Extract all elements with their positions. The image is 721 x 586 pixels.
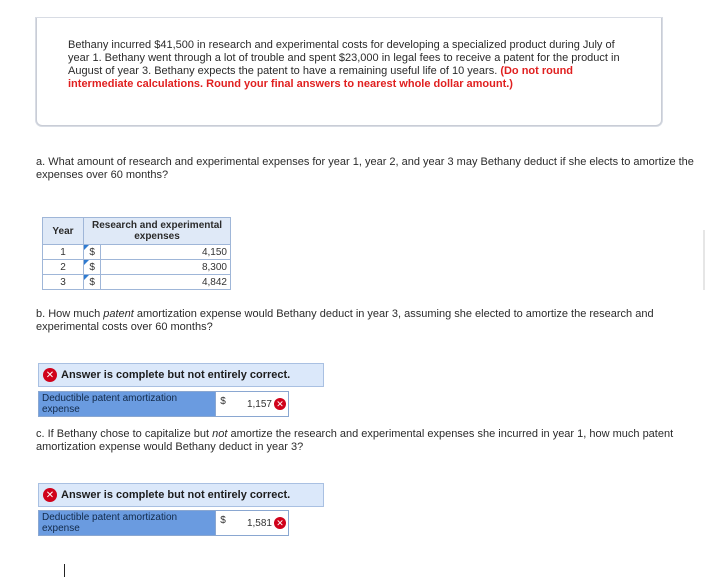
year-cell: 2: [43, 260, 84, 275]
part-b-question-emphasis: patent: [103, 308, 134, 320]
currency-cell: $: [84, 275, 101, 290]
col-header-amount: Research and experimental expenses: [84, 218, 231, 245]
year-cell: 3: [43, 275, 84, 290]
part-c-question-text: c. If Bethany chose to capitalize but: [36, 428, 213, 440]
currency-cell: $: [84, 260, 101, 275]
part-b-question: [36, 308, 696, 334]
part-b-feedback-text: Answer is complete but not entirely correct.: [61, 369, 291, 381]
part-c-answer-value: 1,581: [246, 517, 272, 529]
part-b-answer-label: Deductible patent amortization expense: [39, 392, 215, 416]
year-cell: 1: [43, 245, 84, 260]
part-c-answer-label: Deductible patent amortization expense: [39, 511, 215, 535]
part-c-answer-input[interactable]: [230, 511, 288, 535]
part-b-answer-value: 1,157: [246, 398, 272, 410]
part-b-question-text-end: amortization expense would Bethany deduct in year 3, assuming she elected to amortize the research and experimental costs over 60 months?: [36, 308, 654, 333]
part-b-currency: $: [215, 392, 230, 416]
table-row: [43, 275, 231, 290]
problem-instruction: (Do not round intermediate calculations. Round your final answers to nearest whole dollar amount.): [68, 65, 574, 90]
amount-input[interactable]: 8,300: [101, 260, 231, 275]
part-c-question-text-end: amortize the research and experimental expenses she incurred in year 1, how much patent amortization expense would Bethany deduct in year 3?: [36, 428, 674, 453]
problem-statement: [68, 39, 638, 91]
part-c-answer-row: [38, 510, 289, 536]
amount-input[interactable]: 4,150: [101, 245, 231, 260]
part-a-question: a. What amount of research and experimental expenses for year 1, year 2, and year 3 may Bethany deduct if she elects to amortize the expenses over 60 months?: [36, 156, 694, 181]
part-b-answer-input[interactable]: [230, 392, 288, 416]
currency-cell: $: [84, 245, 101, 260]
table-row: [43, 245, 231, 260]
col-header-year: Year: [43, 218, 84, 245]
amount-input[interactable]: 4,842: [101, 275, 231, 290]
x-circle-icon: ✕: [43, 368, 57, 382]
part-b-answer-row: [38, 391, 289, 417]
problem-text: Bethany incurred $41,500 in research and experimental costs for developing a specialized product during July of year 1. Bethany went through a lot of trouble and spent $23,000 in legal fees to receive a patent for the product in August of year 3. Bethany expects the patent to have a remaining useful life of 10 years.: [68, 39, 620, 77]
rd-expense-table: [42, 217, 231, 290]
part-c-currency: $: [215, 511, 230, 535]
scrollbar[interactable]: [703, 230, 705, 290]
part-c-feedback-banner: [38, 483, 324, 507]
part-b-feedback-banner: [38, 363, 324, 387]
part-c-question-emphasis: not: [212, 428, 228, 440]
x-circle-icon: ✕: [43, 488, 57, 502]
text-cursor: [64, 564, 65, 577]
part-c-question: [36, 428, 696, 454]
x-circle-icon: ✕: [274, 517, 286, 529]
part-b-question-text: b. How much: [36, 308, 104, 320]
x-circle-icon: ✕: [274, 398, 286, 410]
part-c-feedback-text: Answer is complete but not entirely correct.: [61, 489, 291, 501]
table-row: [43, 260, 231, 275]
